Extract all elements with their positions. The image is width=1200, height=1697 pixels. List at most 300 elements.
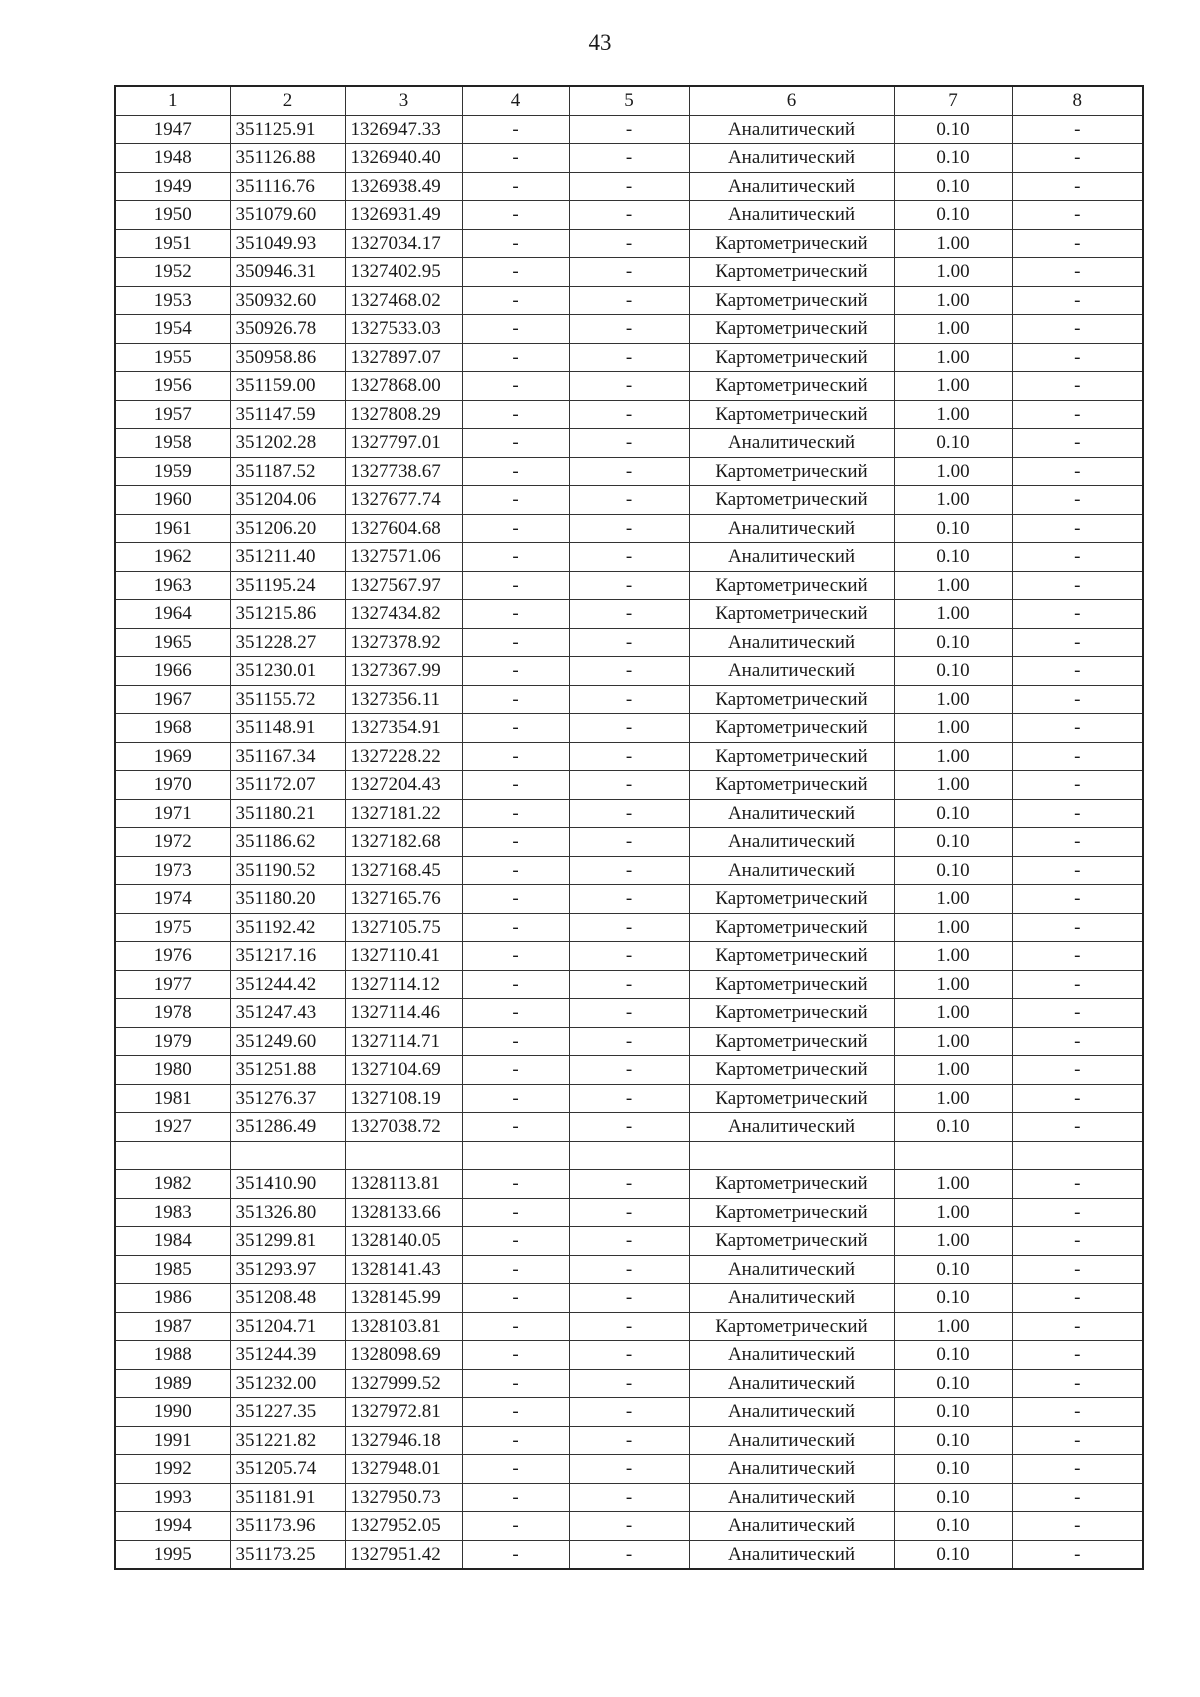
table-cell: - bbox=[462, 1512, 569, 1541]
table-cell: 1950 bbox=[115, 201, 230, 230]
table-cell: - bbox=[462, 429, 569, 458]
table-cell: 1327105.75 bbox=[345, 913, 462, 942]
table-cell: - bbox=[1012, 714, 1143, 743]
table-cell: - bbox=[569, 1284, 689, 1313]
table-cell: 1327434.82 bbox=[345, 600, 462, 629]
table-cell: Картометрический bbox=[689, 714, 894, 743]
table-row bbox=[115, 657, 1143, 686]
table-cell: 0.10 bbox=[894, 1483, 1012, 1512]
table-cell: Аналитический bbox=[689, 1540, 894, 1569]
table-cell: 1327356.11 bbox=[345, 685, 462, 714]
table-cell: - bbox=[462, 913, 569, 942]
table-cell: 1974 bbox=[115, 885, 230, 914]
table-cell: - bbox=[1012, 1312, 1143, 1341]
table-cell: - bbox=[1012, 343, 1143, 372]
table-cell: 351190.52 bbox=[230, 856, 345, 885]
table-cell: - bbox=[569, 1227, 689, 1256]
table-cell: 351186.62 bbox=[230, 828, 345, 857]
coordinates-table bbox=[114, 85, 1144, 1570]
table-cell: 351217.16 bbox=[230, 942, 345, 971]
table-cell: - bbox=[462, 115, 569, 144]
table-cell: - bbox=[569, 144, 689, 173]
table-row bbox=[115, 1284, 1143, 1313]
table-cell: 1327999.52 bbox=[345, 1369, 462, 1398]
table-cell: 1.00 bbox=[894, 970, 1012, 999]
table-cell: - bbox=[569, 856, 689, 885]
table-cell bbox=[689, 1141, 894, 1170]
table-cell: - bbox=[1012, 1455, 1143, 1484]
table-cell: 351159.00 bbox=[230, 372, 345, 401]
table-cell: - bbox=[569, 1255, 689, 1284]
table-cell: 1986 bbox=[115, 1284, 230, 1313]
table-cell: 351116.76 bbox=[230, 172, 345, 201]
table-cell: 1958 bbox=[115, 429, 230, 458]
table-cell: 1327946.18 bbox=[345, 1426, 462, 1455]
table-cell: 1956 bbox=[115, 372, 230, 401]
table-row bbox=[115, 1398, 1143, 1427]
table-cell: 1326940.40 bbox=[345, 144, 462, 173]
table-cell: - bbox=[462, 1084, 569, 1113]
table-cell: 351227.35 bbox=[230, 1398, 345, 1427]
table-cell: 1971 bbox=[115, 799, 230, 828]
table-cell: 351205.74 bbox=[230, 1455, 345, 1484]
table-cell: 0.10 bbox=[894, 115, 1012, 144]
table-cell: - bbox=[1012, 1284, 1143, 1313]
column-header: 5 bbox=[569, 86, 689, 115]
table-cell: - bbox=[1012, 628, 1143, 657]
table-cell: 1.00 bbox=[894, 999, 1012, 1028]
table-cell: - bbox=[569, 201, 689, 230]
table-cell: 1995 bbox=[115, 1540, 230, 1569]
table-cell: Аналитический bbox=[689, 172, 894, 201]
table-cell: 0.10 bbox=[894, 144, 1012, 173]
table-cell: - bbox=[1012, 258, 1143, 287]
table-cell: - bbox=[462, 1483, 569, 1512]
table-cell: - bbox=[569, 1312, 689, 1341]
table-cell: 1.00 bbox=[894, 685, 1012, 714]
table-cell: 1328140.05 bbox=[345, 1227, 462, 1256]
table-row bbox=[115, 343, 1143, 372]
table-cell: - bbox=[1012, 942, 1143, 971]
table-row bbox=[115, 1483, 1143, 1512]
table-cell: 351173.25 bbox=[230, 1540, 345, 1569]
table-cell: 351410.90 bbox=[230, 1170, 345, 1199]
table-cell: - bbox=[1012, 400, 1143, 429]
table-cell: Аналитический bbox=[689, 657, 894, 686]
table-cell: 1957 bbox=[115, 400, 230, 429]
table-cell: 1.00 bbox=[894, 457, 1012, 486]
table-cell: 1967 bbox=[115, 685, 230, 714]
table-row bbox=[115, 942, 1143, 971]
table-cell: 1327604.68 bbox=[345, 514, 462, 543]
table-cell: 0.10 bbox=[894, 657, 1012, 686]
table-cell: Аналитический bbox=[689, 144, 894, 173]
table-cell: 1328113.81 bbox=[345, 1170, 462, 1199]
table-cell: Картометрический bbox=[689, 229, 894, 258]
table-cell: - bbox=[462, 343, 569, 372]
table-row bbox=[115, 628, 1143, 657]
table-cell: - bbox=[1012, 172, 1143, 201]
table-cell: - bbox=[462, 1198, 569, 1227]
table-row bbox=[115, 457, 1143, 486]
table-cell: 1327108.19 bbox=[345, 1084, 462, 1113]
table-cell: Аналитический bbox=[689, 1113, 894, 1142]
table-row bbox=[115, 400, 1143, 429]
table-cell: - bbox=[462, 1284, 569, 1313]
table-cell: 1326931.49 bbox=[345, 201, 462, 230]
table-cell: Картометрический bbox=[689, 1198, 894, 1227]
table-cell: Аналитический bbox=[689, 543, 894, 572]
table-cell: - bbox=[1012, 457, 1143, 486]
table-cell: 0.10 bbox=[894, 543, 1012, 572]
table-cell: - bbox=[1012, 1369, 1143, 1398]
table-cell: - bbox=[569, 1027, 689, 1056]
table-cell: - bbox=[1012, 1255, 1143, 1284]
table-cell: - bbox=[462, 1312, 569, 1341]
table-cell: Аналитический bbox=[689, 799, 894, 828]
table-cell: - bbox=[1012, 1426, 1143, 1455]
column-header: 7 bbox=[894, 86, 1012, 115]
table-cell: - bbox=[462, 1398, 569, 1427]
table-cell: 1327378.92 bbox=[345, 628, 462, 657]
table-row bbox=[115, 1369, 1143, 1398]
table-cell: 1.00 bbox=[894, 400, 1012, 429]
table-cell: Картометрический bbox=[689, 913, 894, 942]
table-cell: - bbox=[462, 942, 569, 971]
table-row bbox=[115, 144, 1143, 173]
table-cell: Аналитический bbox=[689, 1455, 894, 1484]
table-cell: 1990 bbox=[115, 1398, 230, 1427]
table-cell: - bbox=[462, 1170, 569, 1199]
table-row bbox=[115, 1312, 1143, 1341]
table-cell: - bbox=[1012, 742, 1143, 771]
table-row bbox=[115, 1455, 1143, 1484]
table-cell: Картометрический bbox=[689, 942, 894, 971]
table-cell: Картометрический bbox=[689, 885, 894, 914]
table-cell: 351192.42 bbox=[230, 913, 345, 942]
column-header: 3 bbox=[345, 86, 462, 115]
table-cell: 1984 bbox=[115, 1227, 230, 1256]
table-cell: 1328133.66 bbox=[345, 1198, 462, 1227]
table-cell: - bbox=[462, 144, 569, 173]
table-cell: 0.10 bbox=[894, 1512, 1012, 1541]
table-cell: - bbox=[1012, 970, 1143, 999]
table-cell: 1327354.91 bbox=[345, 714, 462, 743]
table-cell: 1972 bbox=[115, 828, 230, 857]
table-cell: - bbox=[1012, 1084, 1143, 1113]
table-cell: 1.00 bbox=[894, 771, 1012, 800]
table-cell: - bbox=[462, 201, 569, 230]
column-header: 4 bbox=[462, 86, 569, 115]
column-header: 8 bbox=[1012, 86, 1143, 115]
table-cell: - bbox=[1012, 799, 1143, 828]
table-cell: Картометрический bbox=[689, 372, 894, 401]
table-cell: 1327402.95 bbox=[345, 258, 462, 287]
table-cell: - bbox=[1012, 1341, 1143, 1370]
table-cell: 1327181.22 bbox=[345, 799, 462, 828]
table-row bbox=[115, 771, 1143, 800]
table-row bbox=[115, 543, 1143, 572]
table-cell: 351206.20 bbox=[230, 514, 345, 543]
table-cell: 0.10 bbox=[894, 429, 1012, 458]
table-cell: - bbox=[569, 1483, 689, 1512]
table-cell: 0.10 bbox=[894, 1369, 1012, 1398]
table-cell: - bbox=[1012, 1056, 1143, 1085]
table-cell: Аналитический bbox=[689, 1512, 894, 1541]
table-cell: - bbox=[569, 172, 689, 201]
table-cell: - bbox=[1012, 999, 1143, 1028]
table-cell: - bbox=[569, 429, 689, 458]
table-cell: - bbox=[569, 657, 689, 686]
table-cell: 0.10 bbox=[894, 628, 1012, 657]
table-row bbox=[115, 571, 1143, 600]
table-cell: - bbox=[462, 1255, 569, 1284]
table-cell: 1992 bbox=[115, 1455, 230, 1484]
table-cell: 1.00 bbox=[894, 286, 1012, 315]
table-cell: - bbox=[1012, 1113, 1143, 1142]
table-cell: 1327567.97 bbox=[345, 571, 462, 600]
table-cell: 1327948.01 bbox=[345, 1455, 462, 1484]
table-cell: - bbox=[1012, 543, 1143, 572]
table-cell: Аналитический bbox=[689, 1426, 894, 1455]
table-cell: 1.00 bbox=[894, 742, 1012, 771]
table-cell bbox=[230, 1141, 345, 1170]
table-cell: 350958.86 bbox=[230, 343, 345, 372]
table-cell: 0.10 bbox=[894, 1255, 1012, 1284]
table-cell: - bbox=[462, 1540, 569, 1569]
table-cell: - bbox=[1012, 1170, 1143, 1199]
table-cell: - bbox=[569, 286, 689, 315]
table-row bbox=[115, 600, 1143, 629]
table-row bbox=[115, 372, 1143, 401]
table-cell bbox=[345, 1141, 462, 1170]
table-cell: 351204.06 bbox=[230, 486, 345, 515]
table-cell: 1327110.41 bbox=[345, 942, 462, 971]
table-row bbox=[115, 1141, 1143, 1170]
table-cell: 351293.97 bbox=[230, 1255, 345, 1284]
table-cell: 351249.60 bbox=[230, 1027, 345, 1056]
table-cell: 1954 bbox=[115, 315, 230, 344]
table-cell: - bbox=[569, 1056, 689, 1085]
table-cell: - bbox=[462, 628, 569, 657]
table-cell: 1326938.49 bbox=[345, 172, 462, 201]
table-row bbox=[115, 1113, 1143, 1142]
table-cell bbox=[894, 1141, 1012, 1170]
table-cell: - bbox=[569, 685, 689, 714]
table-cell: 351180.21 bbox=[230, 799, 345, 828]
table-cell: - bbox=[569, 970, 689, 999]
table-cell: - bbox=[462, 657, 569, 686]
table-cell: 1327034.17 bbox=[345, 229, 462, 258]
table-cell: 351211.40 bbox=[230, 543, 345, 572]
table-cell: 1962 bbox=[115, 543, 230, 572]
table-cell: 350926.78 bbox=[230, 315, 345, 344]
table-cell: 1964 bbox=[115, 600, 230, 629]
table-cell: 351232.00 bbox=[230, 1369, 345, 1398]
table-cell: - bbox=[462, 457, 569, 486]
table-cell: 1975 bbox=[115, 913, 230, 942]
table-cell: - bbox=[569, 799, 689, 828]
table-cell: 351180.20 bbox=[230, 885, 345, 914]
table-cell: 1955 bbox=[115, 343, 230, 372]
table-cell: - bbox=[569, 1113, 689, 1142]
table-cell: 1.00 bbox=[894, 942, 1012, 971]
table-cell: 351204.71 bbox=[230, 1312, 345, 1341]
table-cell: 351148.91 bbox=[230, 714, 345, 743]
table-cell: 1991 bbox=[115, 1426, 230, 1455]
table-cell: - bbox=[462, 742, 569, 771]
table-cell: Картометрический bbox=[689, 315, 894, 344]
table-cell: 1.00 bbox=[894, 1198, 1012, 1227]
table-cell: 1327114.46 bbox=[345, 999, 462, 1028]
table-cell: 1988 bbox=[115, 1341, 230, 1370]
table-cell: - bbox=[569, 942, 689, 971]
table-cell: Картометрический bbox=[689, 1227, 894, 1256]
table-cell: 0.10 bbox=[894, 1426, 1012, 1455]
table-cell: - bbox=[1012, 1512, 1143, 1541]
table-cell: - bbox=[1012, 315, 1143, 344]
table-cell: Картометрический bbox=[689, 771, 894, 800]
table-cell: - bbox=[1012, 685, 1143, 714]
table-cell: - bbox=[569, 771, 689, 800]
table-cell: 1970 bbox=[115, 771, 230, 800]
table-cell: 1966 bbox=[115, 657, 230, 686]
table-cell: - bbox=[462, 1227, 569, 1256]
table-row bbox=[115, 172, 1143, 201]
table-cell: - bbox=[569, 372, 689, 401]
table-cell: - bbox=[1012, 771, 1143, 800]
table-cell: 351125.91 bbox=[230, 115, 345, 144]
table-cell: - bbox=[1012, 429, 1143, 458]
table-cell: 1948 bbox=[115, 144, 230, 173]
table-cell: Картометрический bbox=[689, 400, 894, 429]
table-cell: 1.00 bbox=[894, 1027, 1012, 1056]
table-row bbox=[115, 1170, 1143, 1199]
table-cell: 351244.39 bbox=[230, 1341, 345, 1370]
table-cell: - bbox=[569, 742, 689, 771]
table-cell: 1961 bbox=[115, 514, 230, 543]
table-cell: Аналитический bbox=[689, 1341, 894, 1370]
table-cell: - bbox=[462, 514, 569, 543]
table-cell: 1960 bbox=[115, 486, 230, 515]
table-row bbox=[115, 714, 1143, 743]
table-cell: 1985 bbox=[115, 1255, 230, 1284]
table-cell: 1979 bbox=[115, 1027, 230, 1056]
table-cell: - bbox=[1012, 144, 1143, 173]
table-cell: 350946.31 bbox=[230, 258, 345, 287]
table-cell: Картометрический bbox=[689, 999, 894, 1028]
table-cell: - bbox=[569, 514, 689, 543]
table-cell: 351172.07 bbox=[230, 771, 345, 800]
table-cell: - bbox=[569, 1426, 689, 1455]
table-cell: 1994 bbox=[115, 1512, 230, 1541]
table-cell: - bbox=[569, 486, 689, 515]
table-cell: 1982 bbox=[115, 1170, 230, 1199]
table-cell: 351147.59 bbox=[230, 400, 345, 429]
table-cell: 351195.24 bbox=[230, 571, 345, 600]
table-cell: - bbox=[569, 885, 689, 914]
table-cell: 1.00 bbox=[894, 1227, 1012, 1256]
table-cell: 1327204.43 bbox=[345, 771, 462, 800]
table-cell: 1328141.43 bbox=[345, 1255, 462, 1284]
table-cell: 1959 bbox=[115, 457, 230, 486]
column-header: 1 bbox=[115, 86, 230, 115]
table-cell: 1976 bbox=[115, 942, 230, 971]
table-cell: 1968 bbox=[115, 714, 230, 743]
table-cell: Картометрический bbox=[689, 457, 894, 486]
table-cell: - bbox=[462, 799, 569, 828]
table-cell: - bbox=[569, 714, 689, 743]
table-cell: Картометрический bbox=[689, 286, 894, 315]
table-cell: - bbox=[569, 828, 689, 857]
table-cell: - bbox=[462, 856, 569, 885]
table-cell: Аналитический bbox=[689, 856, 894, 885]
table-cell: 1973 bbox=[115, 856, 230, 885]
table-cell: - bbox=[569, 1084, 689, 1113]
table-cell: - bbox=[569, 115, 689, 144]
table-cell: - bbox=[1012, 1483, 1143, 1512]
table-cell: 1327797.01 bbox=[345, 429, 462, 458]
table-cell: 1327468.02 bbox=[345, 286, 462, 315]
table-cell: - bbox=[569, 1369, 689, 1398]
table-cell: 1.00 bbox=[894, 885, 1012, 914]
table-row bbox=[115, 514, 1143, 543]
table-cell: 1977 bbox=[115, 970, 230, 999]
table-cell: 1327168.45 bbox=[345, 856, 462, 885]
table-cell: 1327114.71 bbox=[345, 1027, 462, 1056]
table-cell: Картометрический bbox=[689, 1312, 894, 1341]
table-cell: - bbox=[569, 913, 689, 942]
table-cell: Картометрический bbox=[689, 258, 894, 287]
table-cell: 351276.37 bbox=[230, 1084, 345, 1113]
table-cell bbox=[1012, 1141, 1143, 1170]
table-cell: - bbox=[1012, 229, 1143, 258]
table-cell: 1327182.68 bbox=[345, 828, 462, 857]
table-cell: - bbox=[1012, 885, 1143, 914]
table-cell: - bbox=[1012, 486, 1143, 515]
table-cell: - bbox=[1012, 828, 1143, 857]
table-cell: 1.00 bbox=[894, 1170, 1012, 1199]
table-cell: 1.00 bbox=[894, 714, 1012, 743]
table-cell: - bbox=[1012, 115, 1143, 144]
table-cell: Аналитический bbox=[689, 1255, 894, 1284]
table-cell: 1989 bbox=[115, 1369, 230, 1398]
table-cell: 1327738.67 bbox=[345, 457, 462, 486]
table-cell: Аналитический bbox=[689, 115, 894, 144]
table-cell: - bbox=[1012, 1227, 1143, 1256]
table-cell: Картометрический bbox=[689, 571, 894, 600]
table-cell: 0.10 bbox=[894, 1540, 1012, 1569]
table-cell: - bbox=[569, 258, 689, 287]
table-cell: 1327104.69 bbox=[345, 1056, 462, 1085]
table-cell: Картометрический bbox=[689, 1084, 894, 1113]
table-row bbox=[115, 885, 1143, 914]
table-row bbox=[115, 429, 1143, 458]
table-cell: 1965 bbox=[115, 628, 230, 657]
table-cell: 1952 bbox=[115, 258, 230, 287]
table-cell: - bbox=[462, 828, 569, 857]
table-cell: 351299.81 bbox=[230, 1227, 345, 1256]
table-cell: - bbox=[569, 315, 689, 344]
table-cell: 351181.91 bbox=[230, 1483, 345, 1512]
table-cell: Картометрический bbox=[689, 1170, 894, 1199]
table-cell: - bbox=[462, 600, 569, 629]
table-cell: - bbox=[1012, 856, 1143, 885]
table-cell: - bbox=[1012, 1027, 1143, 1056]
table-cell: - bbox=[462, 1027, 569, 1056]
table-cell: 351208.48 bbox=[230, 1284, 345, 1313]
table-row bbox=[115, 229, 1143, 258]
